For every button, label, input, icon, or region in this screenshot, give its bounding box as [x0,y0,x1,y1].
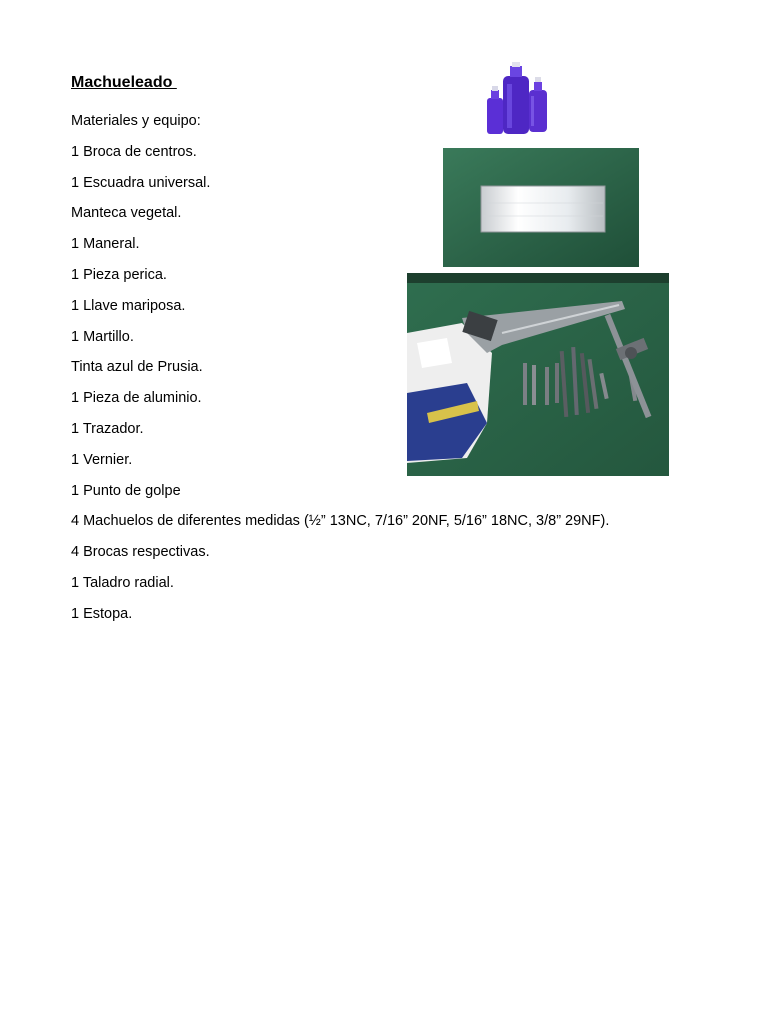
tools-photo [407,273,669,476]
list-item: 1 Taladro radial. [71,574,174,591]
list-item: 1 Estopa. [71,605,133,622]
list-item: 1 Trazador. [71,420,144,437]
page-title: Machueleado [71,74,177,91]
list-item: 1 Martillo. [71,328,134,345]
aluminum-piece-photo [443,148,639,267]
list-item: 4 Machuelos de diferentes medidas (½” 13NC, 7/16” 20NF, 5/16” 18NC, 3/8” 29NF). [71,513,610,530]
list-item: 1 Llave mariposa. [71,297,186,314]
list-item: 1 Broca de centros. [71,143,197,160]
list-item: Materiales y equipo: [71,113,201,129]
list-item: 1 Pieza de aluminio. [71,390,202,407]
list-item: 1 Pieza perica. [71,266,167,283]
list-item: 1 Vernier. [71,451,133,468]
list-item: 1 Escuadra universal. [71,174,211,191]
list-item: Manteca vegetal. [71,205,182,222]
ink-bottles-photo [484,62,550,136]
list-item: 1 Maneral. [71,236,140,253]
list-item: Tinta azul de Prusia. [71,359,203,376]
list-item: 1 Punto de golpe [71,482,181,499]
list-item: 4 Brocas respectivas. [71,544,210,561]
